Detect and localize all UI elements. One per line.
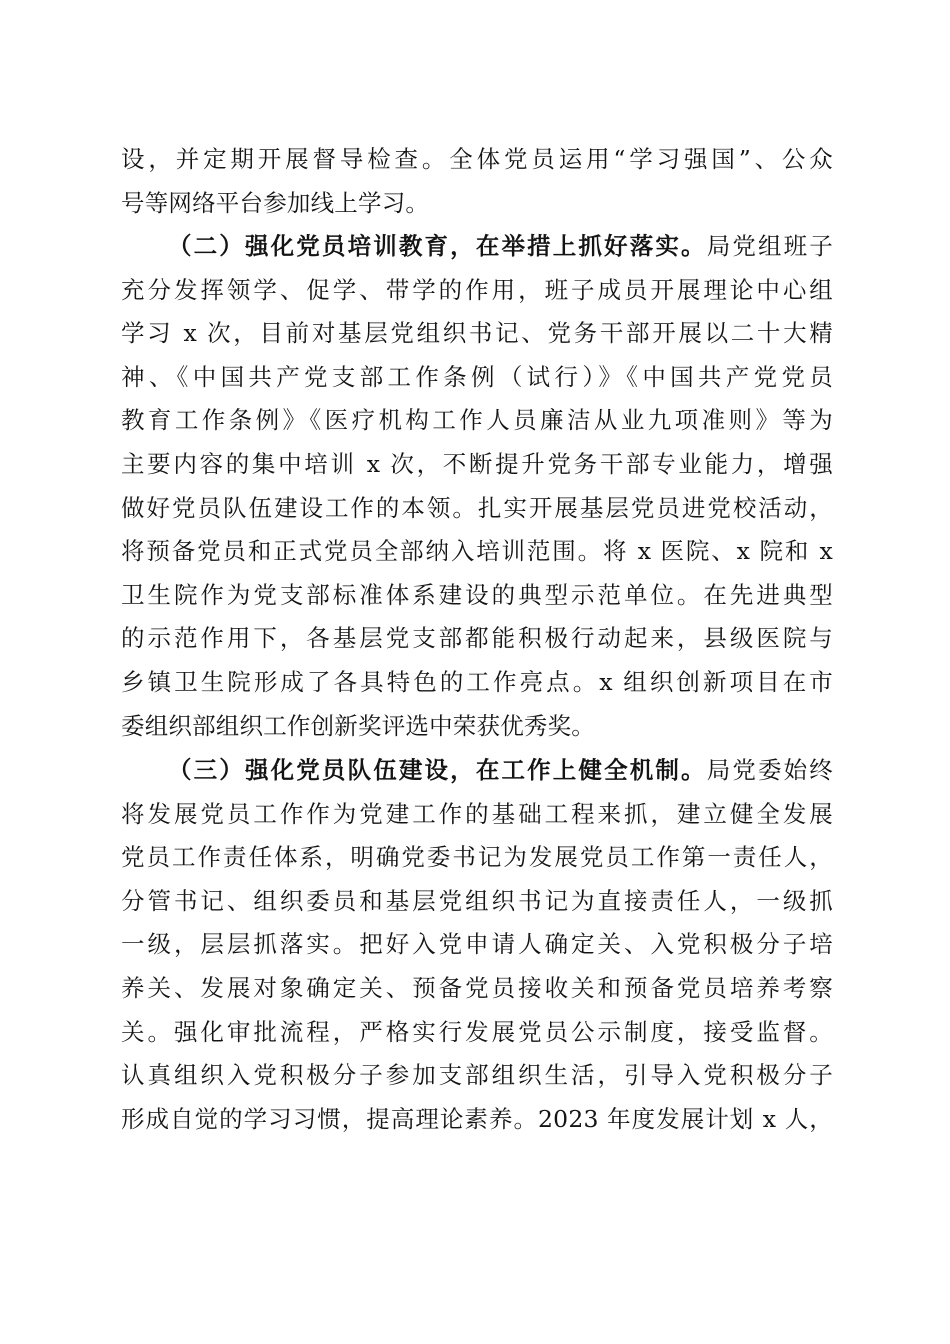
- text-line: 乡镇卫生院形成了各具特色的工作亮点。x 组织创新项目在市: [121, 667, 833, 696]
- section-first-line: [121, 225, 833, 269]
- text-line: 一级，层层抓落实。把好入党申请人确定关、入党积极分子培: [121, 930, 833, 959]
- text-line: 设，并定期开展督导检查。全体党员运用“学习强国”、公众: [121, 145, 833, 173]
- text-line: 委组织部组织工作创新奖评选中荣获优秀奖。: [121, 711, 595, 740]
- section-first-line-text: 局党组班子: [706, 232, 834, 260]
- section-first-line-text: 局党委始终: [706, 756, 834, 784]
- section-heading-2: （二）强化党员培训教育，在举措上抓好落实。: [168, 232, 707, 260]
- text-line: 卫生院作为党支部标准体系建设的典型示范单位。在先进典型: [121, 580, 833, 609]
- section-heading-3: （三）强化党员队伍建设，在工作上健全机制。: [168, 756, 707, 784]
- text-line: 做好党员队伍建设工作的本领。扎实开展基层党员进党校活动，: [121, 493, 833, 522]
- text-line: 号等网络平台参加线上学习。: [121, 188, 430, 217]
- text-line: 主要内容的集中培训 x 次，不断提升党务干部专业能力，增强: [121, 449, 833, 478]
- text-line: 神、《中国共产党支部工作条例（试行）》《中国共产党党员: [121, 362, 833, 391]
- text-line: 养关、发展对象确定关、预备党员接收关和预备党员培养考察: [121, 973, 833, 1002]
- text-line: 充分发挥领学、促学、带学的作用，班子成员开展理论中心组: [121, 275, 833, 304]
- paragraph-continuation: [121, 138, 833, 225]
- text-line: 学习 x 次，目前对基层党组织书记、党务干部开展以二十大精: [121, 319, 833, 348]
- text-line: 的示范作用下，各基层党支部都能积极行动起来，县级医院与: [121, 624, 833, 653]
- section-first-line: [121, 749, 833, 793]
- text-line: 党员工作责任体系，明确党委书记为发展党员工作第一责任人，: [121, 843, 833, 872]
- paragraph-section-2: [121, 225, 833, 748]
- text-line: 形成自觉的学习习惯，提高理论素养。2023 年度发展计划 x 人，: [121, 1104, 833, 1133]
- text-line: 分管书记、组织委员和基层党组织书记为直接责任人，一级抓: [121, 886, 833, 915]
- text-line: 将预备党员和正式党员全部纳入培训范围。将 x 医院、x 院和 x: [121, 537, 833, 566]
- text-line: 关。强化审批流程，严格实行发展党员公示制度，接受监督。: [121, 1017, 833, 1046]
- text-line: 认真组织入党积极分子参加支部组织生活，引导入党积极分子: [121, 1061, 833, 1090]
- paragraph-section-3: [121, 749, 833, 1141]
- text-line: 将发展党员工作作为党建工作的基础工程来抓，建立健全发展: [121, 799, 833, 828]
- text-line: 教育工作条例》《医疗机构工作人员廉洁从业九项准则》等为: [121, 406, 833, 435]
